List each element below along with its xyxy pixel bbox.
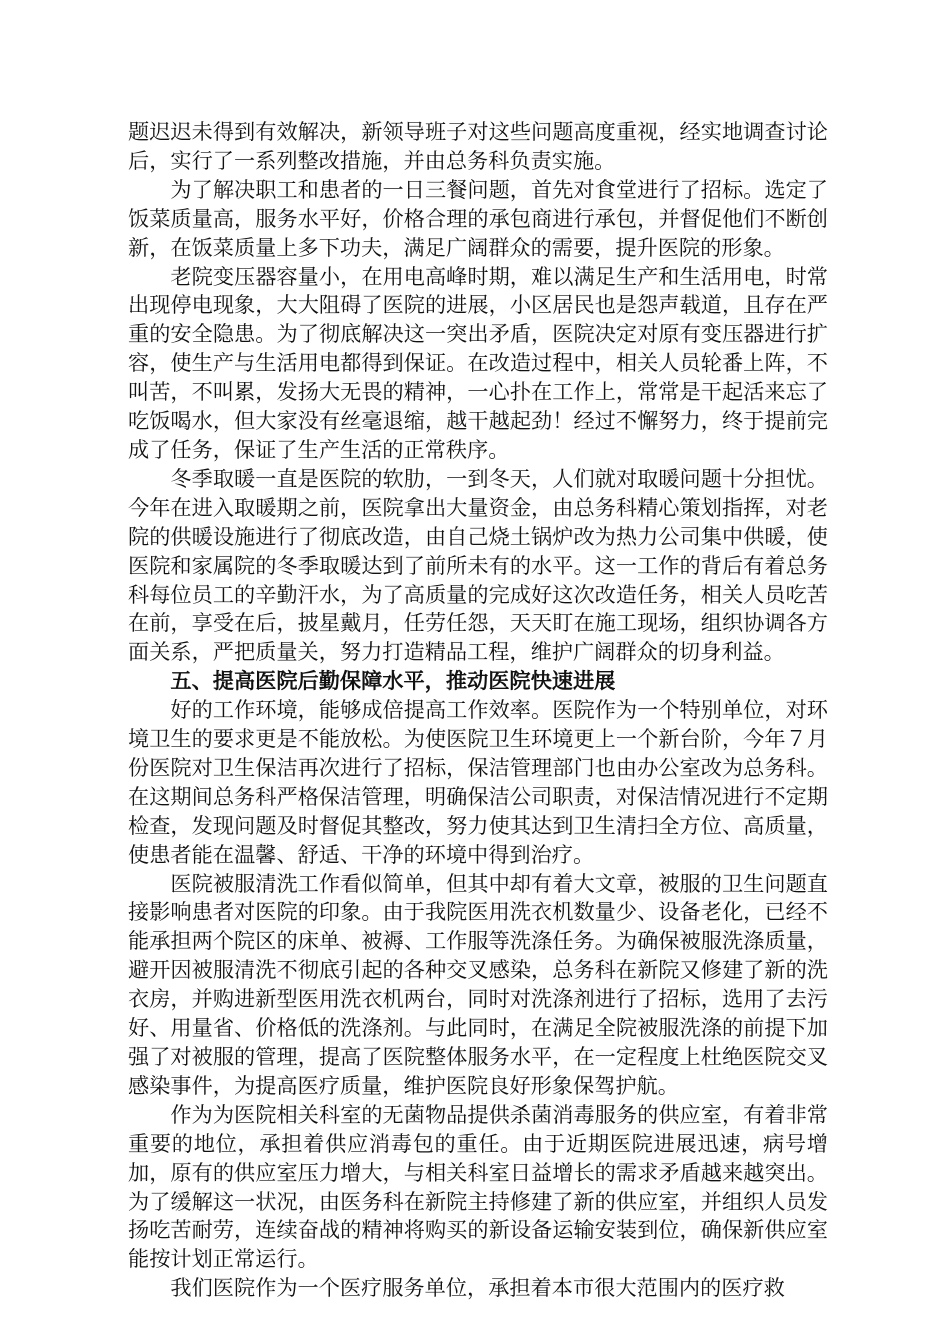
paragraph-cleaning: 好的工作环境，能够成倍提高工作效率。医院作为一个特别单位，对环境卫生的要求更是不能放松。为使医院卫生环境更上一个新台阶，今年７月份医院对卫生保洁再次进行了招标，保洁管理部门也由办公室改为总务科。在这期间总务科严格保洁管理，明确保洁公司职责，对保洁情况进行不定期检查，发现问题及时督促其整改，努力使其达到卫生清扫全方位、高质量，使患者能在温馨、舒适、干净的环境中得到治疗。 [128, 697, 828, 867]
paragraph-canteen: 为了解决职工和患者的一日三餐问题，首先对食堂进行了招标。选定了饭菜质量高，服务水平好，价格合理的承包商进行承包，并督促他们不断创新，在饭菜质量上多下功夫，满足广阔群众的需要，提升医院的形象。 [128, 176, 828, 260]
paragraph-medical-service: 我们医院作为一个医疗服务单位，承担着本市很大范围内的医疗救 [170, 1275, 785, 1301]
paragraph-heating: 冬季取暖一直是医院的软肋，一到冬天，人们就对取暖问题十分担忧。今年在进入取暖期之前，医院拿出大量资金，由总务科精心策划指挥，对老院的供暖设施进行了彻底改造，由自己烧土锅炉改为热力公司集中供暖，使医院和家属院的冬季取暖达到了前所未有的水平。这一工作的背后有着总务科每位员工的辛勤汗水，为了高质量的完成好这次改造任务，相关人员吃苦在前，享受在后，披星戴月，任劳任怨，天天盯在施工现场，组织协调各方面关系，严把质量关，努力打造精品工程，维护广阔群众的切身利益。 [128, 465, 828, 665]
section-heading: 五、提高医院后勤保障水平，推动医院快速进展 [170, 668, 616, 694]
paragraph-transformer: 老院变压器容量小，在用电高峰时期，难以满足生产和生活用电，时常出现停电现象，大大阻碍了医院的进展，小区居民也是怨声载道，且存在严重的安全隐患。为了彻底解决这一突出矛盾，医院决定对原有变压器进行扩容，使生产与生活用电都得到保证。在改造过程中，相关人员轮番上阵，不叫苦，不叫累，发扬大无畏的精神，一心扑在工作上，常常是干起活来忘了吃饭喝水，但大家没有丝毫退缩，越干越起劲！经过不懈努力，终于提前完成了任务，保证了生产生活的正常秩序。 [128, 263, 828, 462]
document-page [128, 118, 828, 1303]
paragraph-laundry: 医院被服清洗工作看似简单，但其中却有着大文章，被服的卫生问题直接影响患者对医院的印象。由于我院医用洗衣机数量少、设备老化，已经不能承担两个院区的床单、被褥、工作服等洗涤任务。为确保被服洗涤质量，避开因被服清洗不彻底引起的各种交叉感染，总务科在新院又修建了新的洗衣房，并购进新型医用洗衣机两台，同时对洗涤剂进行了招标，选用了去污好、用量省、价格低的洗涤剂。与此同时，在满足全院被服洗涤的前提下加强了对被服的管理，提高了医院整体服务水平，在一定程度上杜绝医院交叉感染事件，为提高医疗质量，维护医院良好形象保驾护航。 [128, 870, 828, 1098]
paragraph-continuation: 题迟迟未得到有效解决，新领导班子对这些问题高度重视，经实地调查讨论后，实行了一系列整改措施，并由总务科负责实施。 [128, 119, 828, 173]
paragraph-supply-room: 作为为医院相关科室的无菌物品提供杀菌消毒服务的供应室，有着非常重要的地位，承担着供应消毒包的重任。由于近期医院进展迅速，病号增加，原有的供应室压力增大，与相关科室日益增长的需求矛盾越来越突出。为了缓解这一状况，由医务科在新院主持修建了新的供应室，并组织人员发扬吃苦耐劳，连续奋战的精神将购买的新设备运输安装到位，确保新供应室能按计划正常运行。 [128, 1101, 828, 1272]
